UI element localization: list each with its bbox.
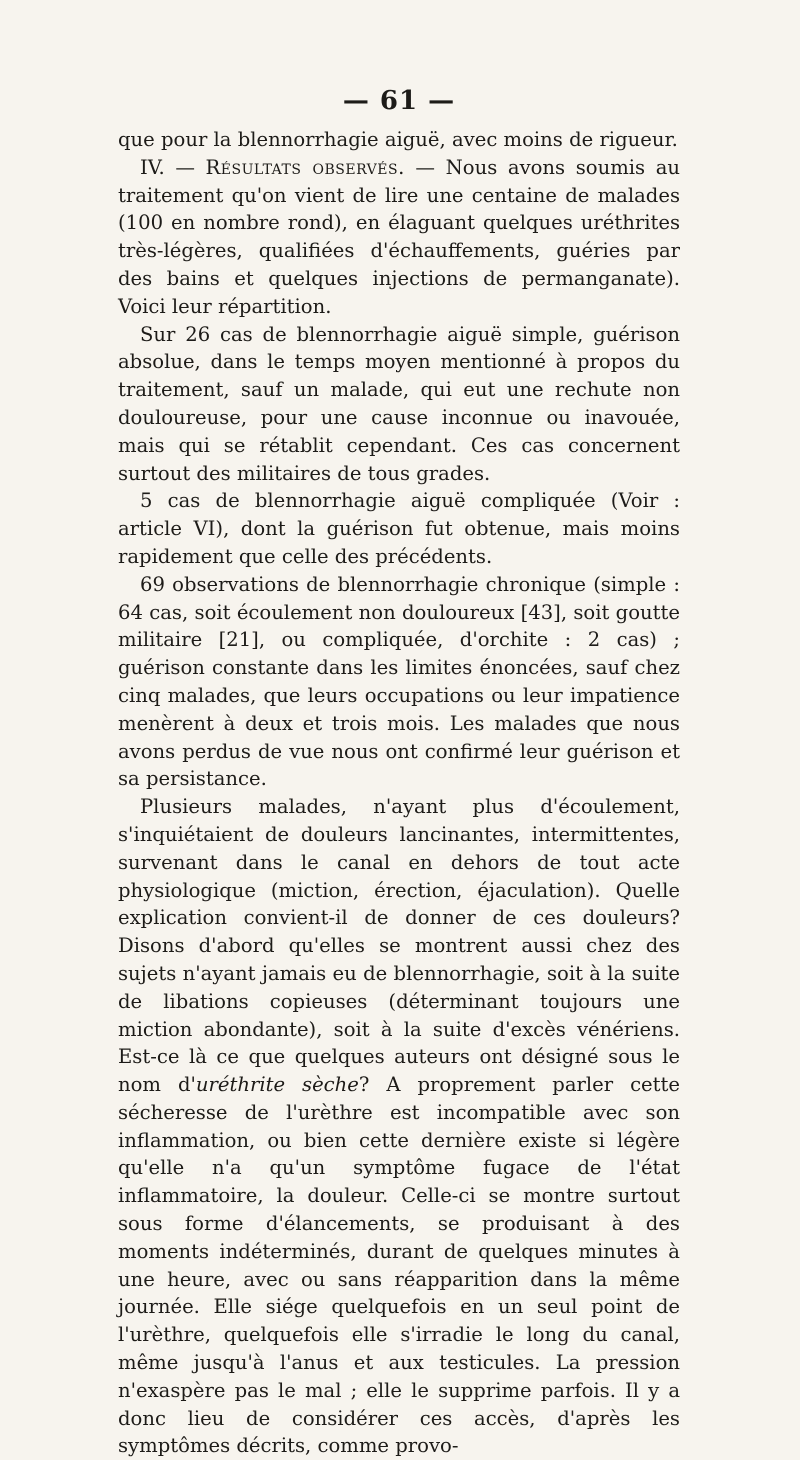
page-number: — 61 — xyxy=(342,86,456,116)
section-intro-text: — Nous avons soumis au traitement qu'on vient de lire une centaine de malades (100 en nombre rond), en élaguant quelques uréthrites très-légères, qualifiées d'échauffements, guéries par des bains et quelques injections de permanganate). Voici leur répartition. xyxy=(118,155,681,318)
page-body xyxy=(118,126,680,1460)
paragraph-chronic: 69 observations de blennorrhagie chronique (simple : 64 cas, soit écoulement non douloureux [43], soit goutte militaire [21], ou compliquée, d'orchite : 2 cas) ; guérison constante dans les limites énoncées, sauf chez cinq malades, que leurs occupations ou leur impatience menèrent à deux et trois mois. Les malades que nous avons perdus de vue nous ont confirmé leur guérison et sa persistance. xyxy=(118,572,680,791)
section-heading: Résultats observés. xyxy=(205,155,405,179)
paragraph-pain-discussion xyxy=(118,793,680,1460)
pain-text-before: Plusieurs malades, n'ayant plus d'écoulement, s'inquiétaient de douleurs lancinantes, intermittentes, survenant dans le canal en dehors de tout acte physiologique (miction, érection, éjaculation). Quelle explication convient-il de donner de ces douleurs? Disons d'abord qu'elles se montrent aussi chez des sujets n'ayant jamais eu de blennorrhagie, soit à la suite de libations copieuses (déterminant toujours une miction abondante), soit à la suite d'excès vénériens. Est-ce là ce que quelques auteurs ont désigné sous le nom d' xyxy=(118,795,680,1097)
emphasis-term: uréthrite sèche xyxy=(195,1073,359,1097)
paragraph-continuation: que pour la blennorrhagie aiguë, avec moins de rigueur. xyxy=(118,128,678,151)
section-number: IV. — xyxy=(140,155,195,179)
paragraph-acute-simple: Sur 26 cas de blennorrhagie aiguë simple, guérison absolue, dans le temps moyen mentionné à propos du traitement, sauf un malade, qui eut une rechute non douloureuse, pour une cause inconnue ou inavouée, mais qui se rétablit cependant. Ces cas concernent surtout des militaires de tous grades. xyxy=(118,322,680,485)
pain-text-after: ? A proprement parler cette sécheresse de l'urèthre est incompatible avec son inflammation, ou bien cette dernière existe si légère qu'elle n'a qu'un symptôme fugace de l'état inflammatoire, la douleur. Celle-ci se montre surtout sous forme d'élancements, se produisant à des moments indéterminés, durant de quelques minutes à une heure, avec ou sans réapparition dans la même journée. Elle siége quelquefois en un seul point de l'urèthre, quelquefois elle s'irradie le long du canal, même jusqu'à l'anus et aux testicules. La pression n'exaspère pas le mal ; elle le supprime parfois. Il y a donc lieu de considérer ces accès, d'après les symptômes décrits, comme provo- xyxy=(118,1073,680,1458)
paragraph-section-iv xyxy=(118,154,680,321)
paragraph-acute-complicated: 5 cas de blennorrhagie aiguë compliquée (Voir : article VI), dont la guérison fut obtenue, mais moins rapidement que celle des précédents. xyxy=(118,489,680,568)
